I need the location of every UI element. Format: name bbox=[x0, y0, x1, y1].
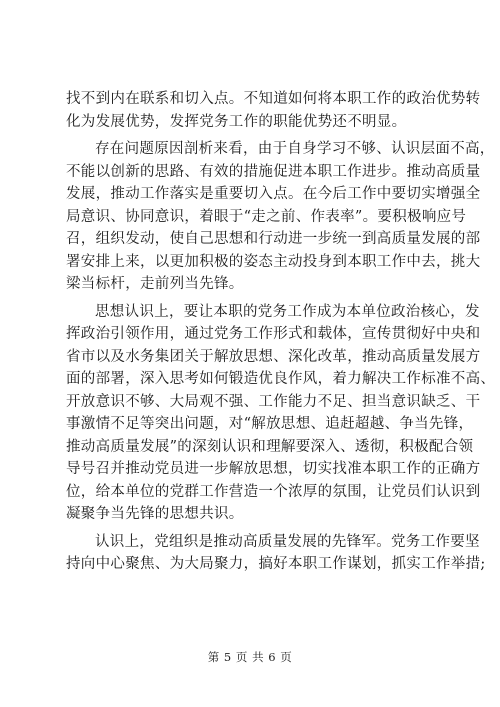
text-line: 面的部署，深入思考如何锻造优良作风，着力解决工作标准不高、 bbox=[66, 371, 496, 387]
text-line: 凝聚争当先锋的思想共识。 bbox=[66, 506, 244, 522]
text-line: 认识上，党组织是推动高质量发展的先锋军。党务工作要坚 bbox=[95, 533, 480, 550]
document-body bbox=[66, 88, 496, 576]
page-number: 第 5 页 共 6 页 bbox=[207, 650, 293, 664]
paragraph bbox=[66, 138, 495, 296]
text-line: 思想认识上，要让本职的党务工作成为本单位政治核心，发 bbox=[95, 303, 480, 320]
text-line: 召，组织发动，使自己思想和行动进一步统一到高质量发展的部 bbox=[66, 231, 481, 247]
paragraph bbox=[66, 531, 486, 576]
text-line: 梁当标杆，走前列当先锋。 bbox=[66, 276, 244, 292]
text-line: 找不到内在联系和切入点。不知道如何将本职工作的政治优势转 bbox=[66, 91, 481, 107]
text-line: 存在问题原因剖析来看，由于自身学习不够、认识层面不高， bbox=[95, 141, 495, 157]
text-line: 推动高质量发展”的深刻认识和理解要深入、透彻，积极配合领 bbox=[66, 438, 474, 455]
text-line: 发展，推动工作落实是重要切入点。在今后工作中要切实增强全 bbox=[66, 186, 481, 202]
text-line: 位，给本单位的党群工作营造一个浓厚的氛围，让党员们认识到 bbox=[66, 483, 481, 500]
text-line: 局意识、协同意识，着眼于“走之前、作表率”。要积极响应号 bbox=[66, 208, 467, 225]
text-line: 事激情不足等突出问题，对“解放思想、追赶超越、争当先锋， bbox=[66, 416, 474, 432]
text-line: 持向中心聚焦、为大局聚力，搞好本职工作谋划，抓实工作举措; bbox=[66, 556, 486, 572]
text-line: 省市以及水务集团关于解放思想、深化改革，推动高质量发展方 bbox=[66, 348, 481, 365]
paragraph bbox=[66, 301, 496, 526]
text-line: 挥政治引领作用，通过党务工作形式和载体，宣传贯彻好中央和 bbox=[66, 326, 481, 342]
text-line: 署安排上来，以更加积极的姿态主动投身到本职工作中去，挑大 bbox=[66, 253, 481, 270]
paragraph bbox=[66, 88, 481, 133]
text-line: 开放意识不够、大局观不强、工作能力不足、担当意识缺乏、干 bbox=[66, 393, 481, 410]
text-line: 不能以创新的思路、有效的措施促进本职工作进步。推动高质量 bbox=[66, 163, 481, 180]
text-line: 化为发展优势，发挥党务工作的职能优势还不明显。 bbox=[66, 113, 407, 130]
text-line: 导号召并推动党员进一步解放思想，切实找准本职工作的正确方 bbox=[66, 461, 481, 477]
